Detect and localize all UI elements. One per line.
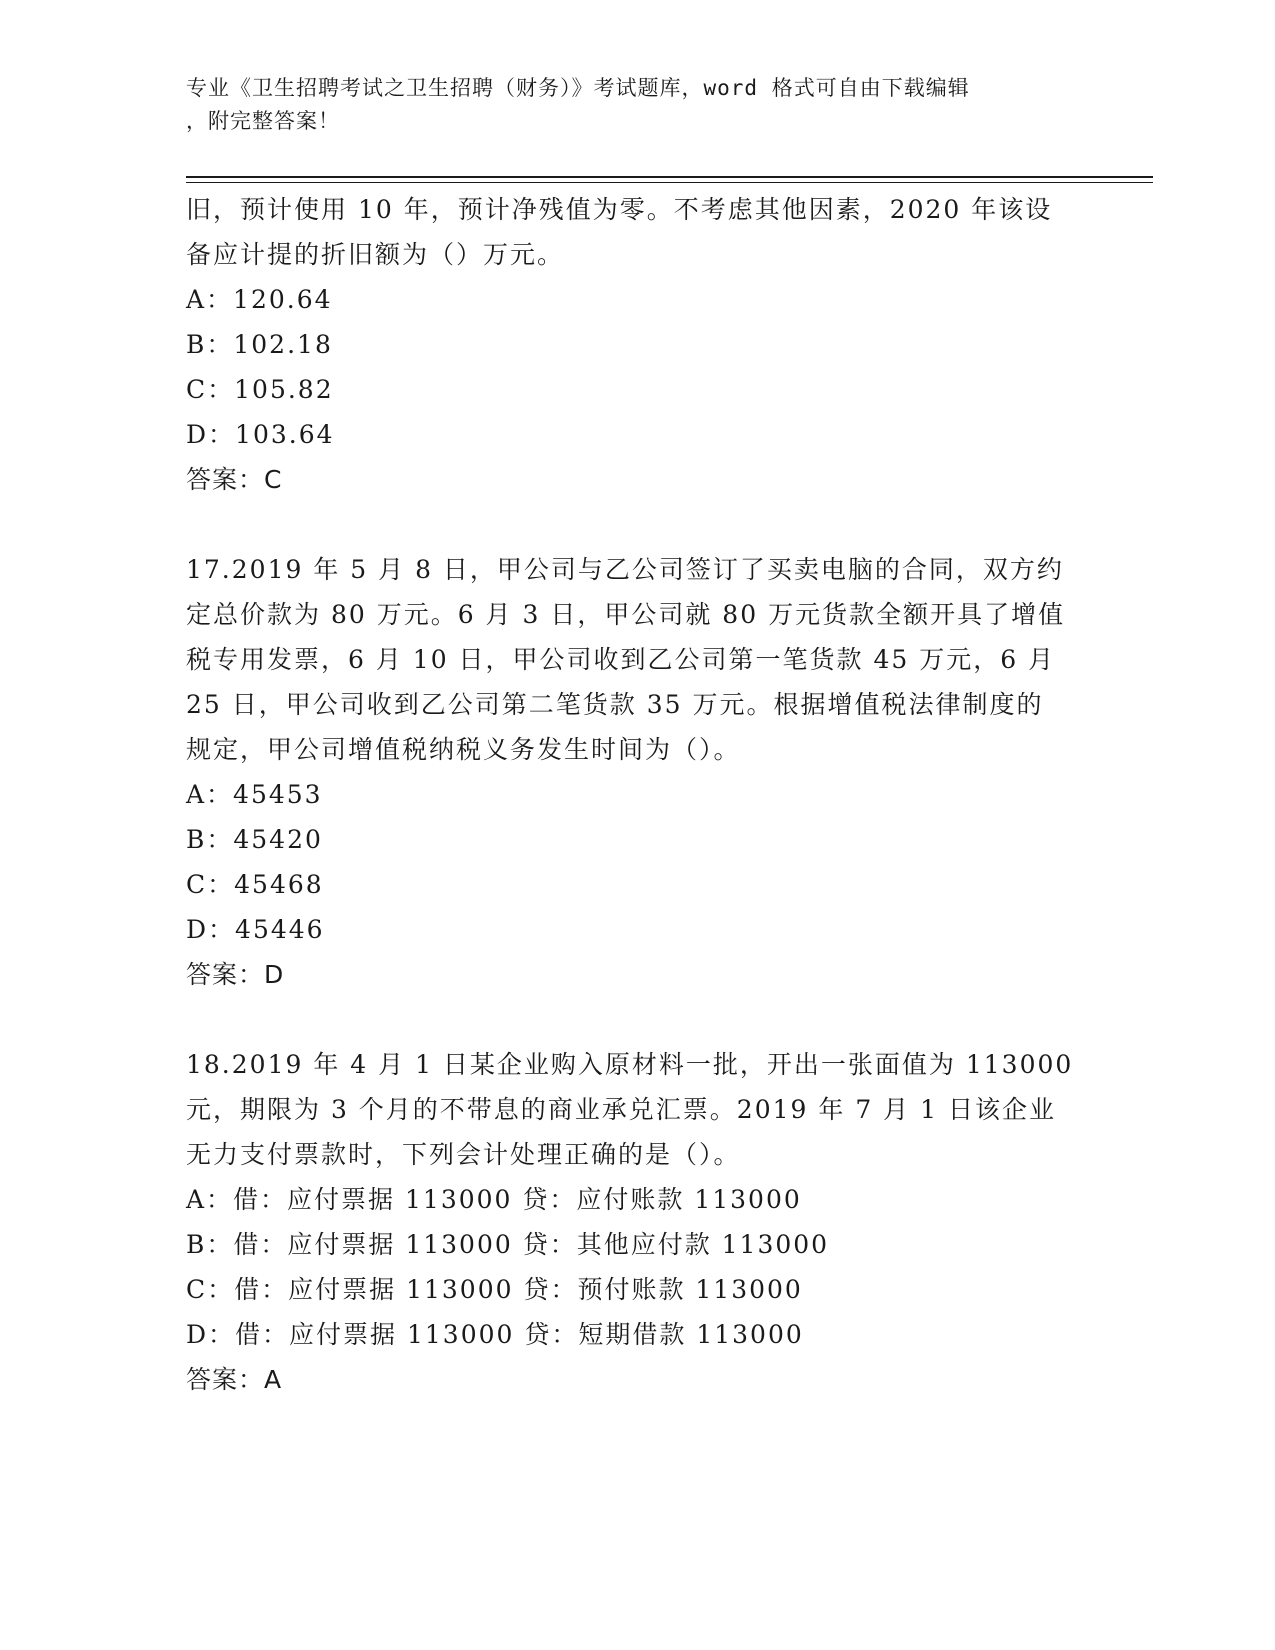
option-b: B：102.18 xyxy=(186,330,333,359)
question-text-line: 25 日，甲公司收到乙公司第二笔货款 35 万元。根据增值税法律制度的 xyxy=(186,690,1044,719)
option-b: B：借：应付票据 113000 贷：其他应付款 113000 xyxy=(186,1230,830,1259)
option-c: C：105.82 xyxy=(186,375,334,404)
question-text-line: 税专用发票，6 月 10 日，甲公司收到乙公司第一笔货款 45 万元，6 月 xyxy=(186,645,1056,674)
question-16 xyxy=(186,187,1086,502)
option-d: D：103.64 xyxy=(186,420,335,449)
option-c: C：45468 xyxy=(186,870,324,899)
answer-label: 答案：C xyxy=(186,465,283,494)
answer-label: 答案：D xyxy=(186,960,285,989)
header-line-1: 专业《卫生招聘考试之卫生招聘（财务）》考试题库，word 格式可自由下载编辑 xyxy=(186,76,970,100)
question-text-line: 备应计提的折旧额为（）万元。 xyxy=(186,240,565,269)
question-text-line: 元，期限为 3 个月的不带息的商业承兑汇票。2019 年 7 月 1 日该企业 xyxy=(186,1095,1056,1124)
question-text-line: 规定，甲公司增值税纳税义务发生时间为（）。 xyxy=(186,735,741,764)
option-b: B：45420 xyxy=(186,825,323,854)
question-text-line: 18.2019 年 4 月 1 日某企业购入原材料一批，开出一张面值为 113000 xyxy=(186,1050,1074,1079)
question-18 xyxy=(186,1042,1086,1402)
option-d: D：借：应付票据 113000 贷：短期借款 113000 xyxy=(186,1320,804,1349)
question-17 xyxy=(186,547,1086,997)
header-line-2: ，附完整答案！ xyxy=(186,109,340,133)
option-a: A：45453 xyxy=(186,780,323,809)
question-text-line: 旧，预计使用 10 年，预计净残值为零。不考虑其他因素，2020 年该设 xyxy=(186,195,1053,224)
option-a: A：120.64 xyxy=(186,285,333,314)
header-divider-thin xyxy=(186,182,1153,183)
question-text-line: 定总价款为 80 万元。6 月 3 日，甲公司就 80 万元货款全额开具了增值 xyxy=(186,600,1066,629)
question-text-line: 无力支付票款时，下列会计处理正确的是（）。 xyxy=(186,1140,741,1169)
option-c: C：借：应付票据 113000 贷：预付账款 113000 xyxy=(186,1275,803,1304)
header-divider-thick xyxy=(186,176,1153,178)
option-d: D：45446 xyxy=(186,915,325,944)
document-body xyxy=(186,187,1086,1402)
page-header xyxy=(186,72,1066,138)
question-text-line: 17.2019 年 5 月 8 日，甲公司与乙公司签订了买卖电脑的合同，双方约 xyxy=(186,555,1064,584)
option-a: A：借：应付票据 113000 贷：应付账款 113000 xyxy=(186,1185,802,1214)
answer-label: 答案：A xyxy=(186,1365,283,1394)
question-spacer xyxy=(186,502,1086,547)
question-spacer xyxy=(186,997,1086,1042)
